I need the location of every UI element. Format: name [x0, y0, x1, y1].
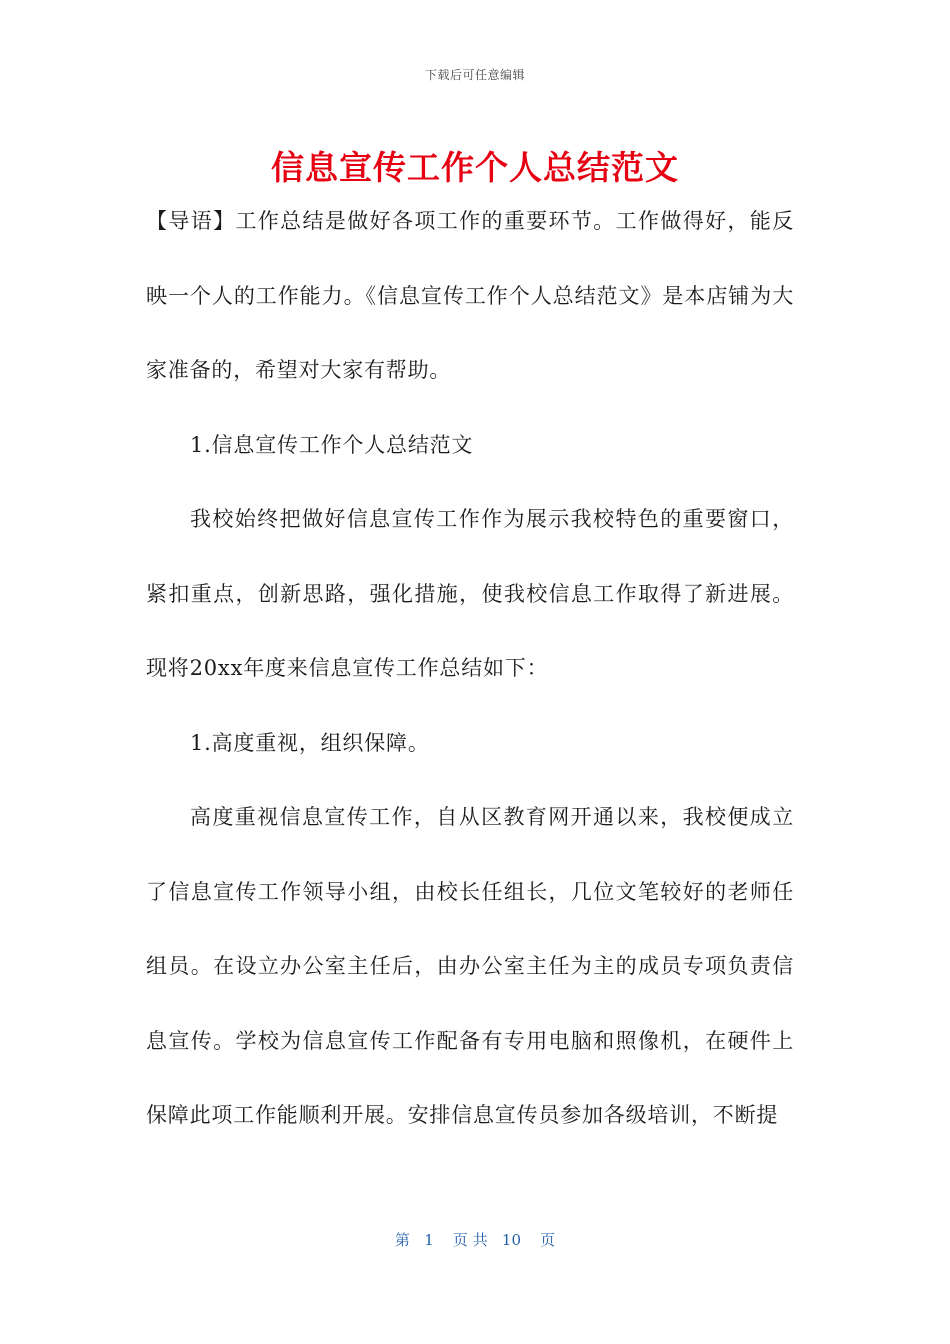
document-title: 信息宣传工作个人总结范文: [271, 148, 679, 187]
footer-page-current: 1: [424, 1231, 434, 1249]
section-heading: 1.信息宣传工作个人总结范文: [190, 432, 474, 457]
footer-page-prefix: 第: [394, 1231, 410, 1249]
footer-page-suffix: 页: [540, 1231, 556, 1249]
header-note: 下载后可任意编辑: [424, 68, 525, 82]
footer-page-mid: 页 共: [452, 1231, 488, 1249]
subsection-heading: 1.高度重视，组织保障。: [190, 730, 430, 755]
body-paragraph: 我校始终把做好信息宣传工作作为展示我校特色的重要窗口，紧扣重点，创新思路，强化措施，使我校信息工作取得了新进展。现将20xx年度来信息宣传工作总结如下：: [146, 507, 794, 680]
body-paragraph: 高度重视信息宣传工作，自从区教育网开通以来，我校便成立了信息宣传工作领导小组，由校长任组长，几位文笔较好的老师任组员。在设立办公室主任后，由办公室主任为主的成员专项负责信息宣传。学校为信息宣传工作配备有专用电脑和照像机，在硬件上保障此项工作能顺利开展。安排信息宣传员参加各级培训，不断提: [146, 805, 794, 1127]
document-body: [146, 184, 794, 1153]
footer-page-total: 10: [501, 1231, 522, 1249]
intro-paragraph: 【导语】工作总结是做好各项工作的重要环节。工作做得好，能反映一个人的工作能力。《信息宣传工作个人总结范文》是本店铺为大家准备的，希望对大家有帮助。: [146, 209, 794, 382]
page-footer: [0, 1229, 950, 1250]
